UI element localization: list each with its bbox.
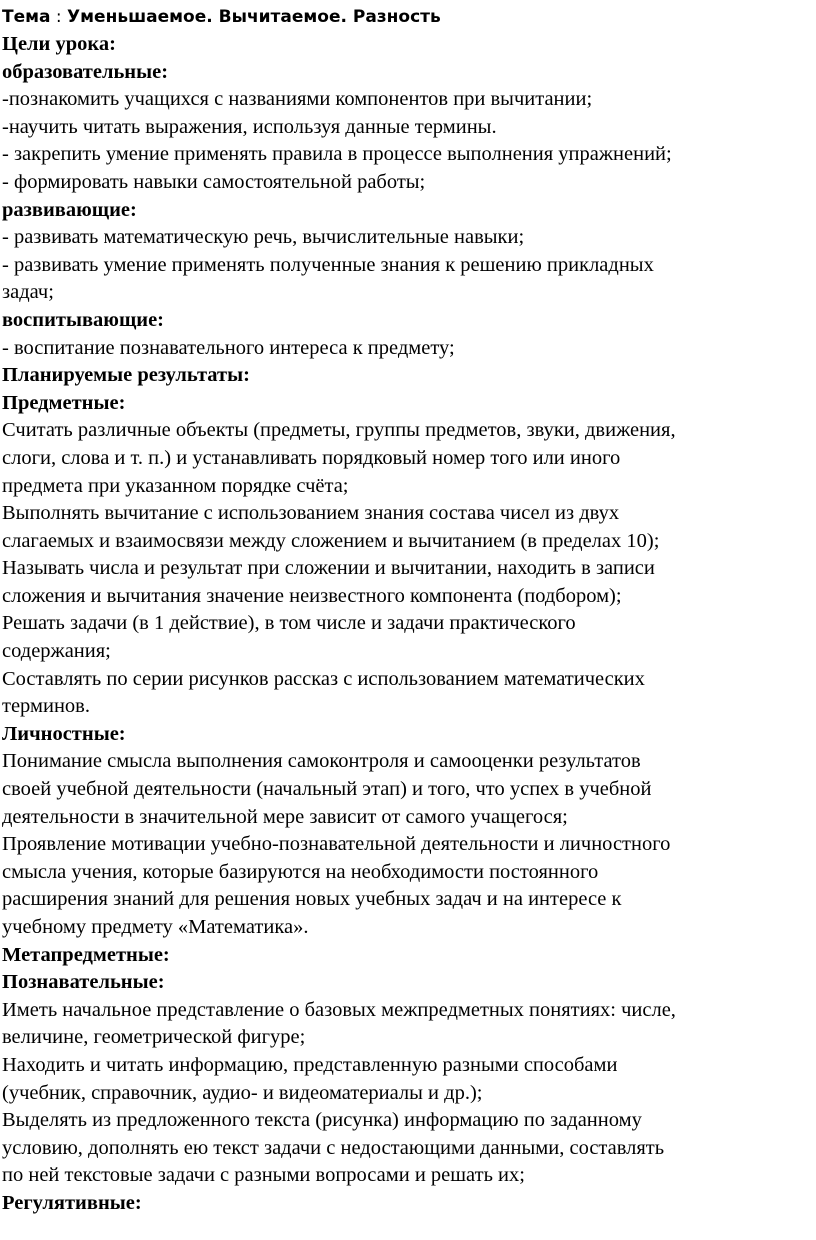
- text-line: своей учебной деятельности (начальный этап) и того, что успех в учебной: [2, 778, 652, 801]
- text-line: слоги, слова и т. п.) и устанавливать порядковый номер того или иного: [2, 446, 621, 469]
- lesson-topic: [2, 4, 814, 31]
- text-line: деятельности в значительной мере зависит от самого учащегося;: [2, 805, 568, 828]
- section-heading: развивающие:: [2, 198, 137, 221]
- section-heading: образовательные:: [2, 60, 169, 83]
- text-line: Составлять по серии рисунков рассказ с использованием математических: [2, 667, 645, 690]
- text-line: -научить читать выражения, используя данные термины.: [2, 115, 497, 138]
- text-line: Называть числа и результат при сложении и вычитании, находить в записи: [2, 557, 655, 580]
- section-heading: Цели урока:: [2, 33, 116, 55]
- text-line: по ней текстовые задачи с разными вопросами и решать их;: [2, 1164, 525, 1187]
- text-line: содержания;: [2, 640, 111, 663]
- text-line: смысла учения, которые базируются на необходимости постоянного: [2, 860, 599, 883]
- text-line: -познакомить учащихся с названиями компонентов при вычитании;: [2, 88, 593, 111]
- section-heading: Метапредметные:: [2, 943, 170, 966]
- text-line: - формировать навыки самостоятельной работы;: [2, 170, 426, 193]
- text-line: Понимание смысла выполнения самоконтроля и самооценки результатов: [2, 750, 641, 773]
- text-line: - воспитание познавательного интереса к предмету;: [2, 336, 455, 359]
- section-heading: Предметные:: [2, 391, 126, 414]
- section-heading: Личностные:: [2, 722, 126, 745]
- text-line: величине, геометрической фигуре;: [2, 1026, 306, 1049]
- section-heading: Регулятивные:: [2, 1191, 142, 1214]
- text-line: терминов.: [2, 695, 90, 718]
- text-line: - развивать умение применять полученные знания к решению прикладных: [2, 253, 654, 276]
- text-line: Находить и читать информацию, представленную разными способами: [2, 1053, 618, 1076]
- text-line: Выделять из предложенного текста (рисунка) информацию по заданному: [2, 1109, 642, 1132]
- text-line: (учебник, справочник, аудио- и видеоматериалы и др.);: [2, 1081, 483, 1104]
- text-line: задач;: [2, 281, 54, 304]
- text-line: Выполнять вычитание с использованием знания состава чисел из двух: [2, 502, 620, 525]
- text-line: расширения знаний для решения новых учебных задач и на интересе к: [2, 888, 622, 911]
- section-heading: Познавательные:: [2, 971, 165, 994]
- text-line: Проявление мотивации учебно-познавательной деятельности и личностного: [2, 833, 671, 856]
- text-line: предмета при указанном порядке счёта;: [2, 474, 349, 497]
- document-body: [2, 31, 814, 1218]
- topic-label: Тема: [2, 7, 51, 27]
- text-line: - развивать математическую речь, вычислительные навыки;: [2, 226, 525, 249]
- text-line: - закрепить умение применять правила в процессе выполнения упражнений;: [2, 143, 672, 166]
- text-line: сложения и вычитания значение неизвестного компонента (подбором);: [2, 584, 622, 607]
- topic-value: Уменьшаемое. Вычитаемое. Разность: [67, 7, 441, 27]
- text-line: слагаемых и взаимосвязи между сложением и вычитанием (в пределах 10);: [2, 529, 660, 552]
- text-line: условию, дополнять ею текст задачи с недостающими данными, составлять: [2, 1136, 665, 1159]
- text-line: учебному предмету «Математика».: [2, 916, 309, 938]
- section-heading: Планируемые результаты:: [2, 364, 250, 387]
- text-line: Считать различные объекты (предметы, группы предметов, звуки, движения,: [2, 419, 676, 442]
- section-heading: воспитывающие:: [2, 308, 165, 331]
- text-line: Решать задачи (в 1 действие), в том числе и задачи практического: [2, 612, 576, 635]
- topic-separator: :: [50, 7, 68, 27]
- text-line: Иметь начальное представление о базовых межпредметных понятиях: числе,: [2, 998, 676, 1021]
